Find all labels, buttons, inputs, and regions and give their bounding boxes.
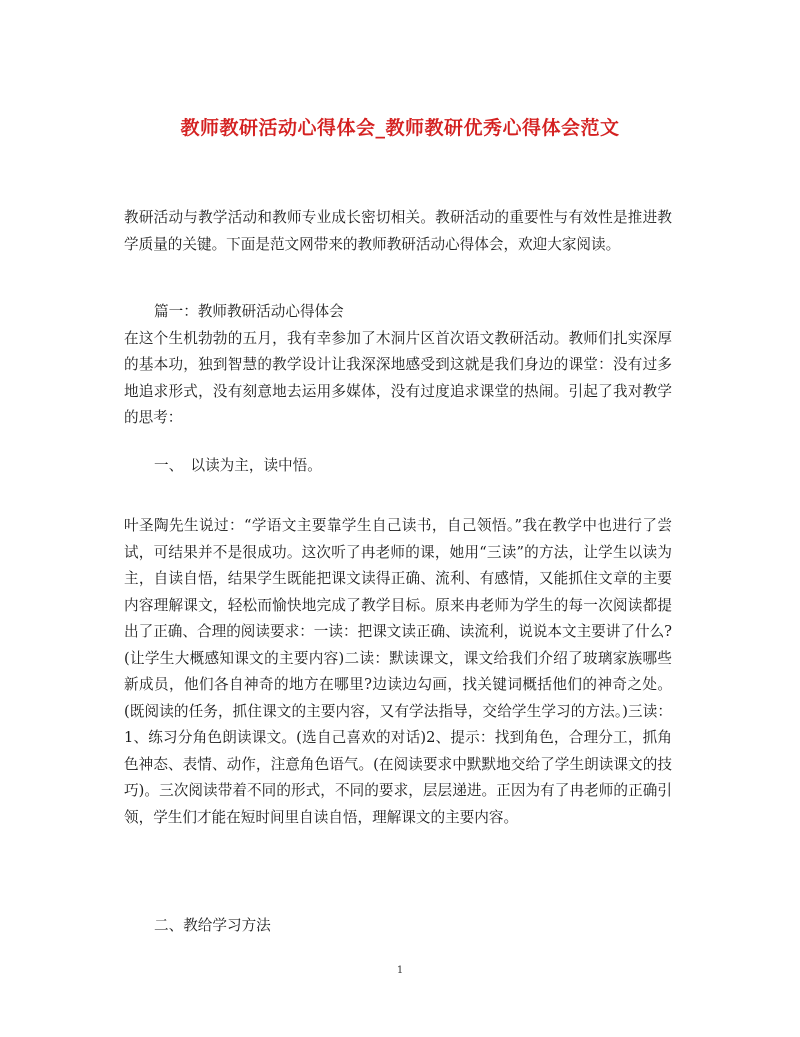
- intro-paragraph: [124, 205, 672, 258]
- paragraph-2-text: 叶圣陶先生说过：“学语文主要靠学生自己读书，自己领悟。”我在教学中也进行了尝试，可结果并不是很成功。这次听了冉老师的课，她用“三读”的方法，让学生以读为主，自读自悟，结果学生既能把课文读得正确、流利、有感情，又能抓住文章的主要内容理解课文，轻松而愉快地完成了教学目标。原来冉老师为学生的每一次阅读都提出了正确、合理的阅读要求：一读：把课文读正确、读流利，说说本文主要讲了什么?(让学生大概感知课文的主要内容)二读：默读课文，课文给我们介绍了玻璃家族哪些新成员，他们各自神奇的地方在哪里?边读边勾画，找关键词概括他们的神奇之处。(既阅读的任务，抓住课文的主要内容，又有学法指导，交给学生学习的方法。)三读：1、练习分角色朗读课文。(选自己喜欢的对话)2、提示：找到角色，合理分工，抓角色神态、表情、动作，注意角色语气。(在阅读要求中默默地交给了学生朗读课文的技巧)。三次阅读带着不同的形式，不同的要求，层层递进。正因为有了冉老师的正确引领，学生们才能在短时间里自读自悟，理解课文的主要内容。: [124, 517, 672, 826]
- intro-text: 教研活动与教学活动和教师专业成长密切相关。教研活动的重要性与有效性是推进教学质量的关键。下面是范文网带来的教师教研活动心得体会，欢迎大家阅读。: [124, 209, 672, 253]
- section-1-paragraph: 在这个生机勃勃的五月，我有幸参加了木洞片区首次语文教研活动。教师们扎实深厚的基本功，独到智慧的教学设计让我深深地感受到这就是我们身边的课堂：没有过多地追求形式，没有刻意地去运用多媒体，没有过度追求课堂的热闹。引起了我对教学的思考：: [124, 329, 672, 426]
- page-number: 1: [396, 965, 404, 976]
- list-item-1: 一、 以读为主，读中悟。: [154, 457, 322, 474]
- list-item-2: 二、教给学习方法: [154, 917, 271, 934]
- document-title: 教师教研活动心得体会_教师教研优秀心得体会范文: [180, 117, 620, 139]
- paragraph-2: [124, 513, 672, 831]
- section-1-heading: 篇一：教师教研活动心得体会: [154, 303, 344, 320]
- section-1: [124, 299, 672, 432]
